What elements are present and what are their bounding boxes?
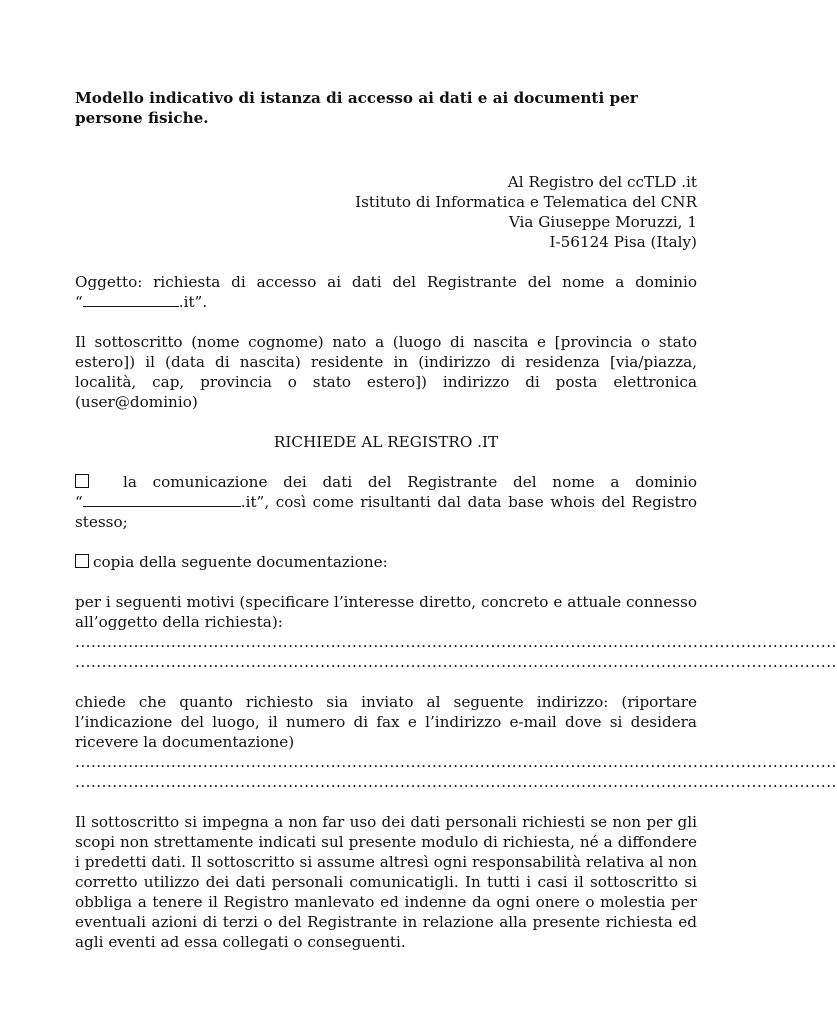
subject-paragraph xyxy=(75,272,697,312)
recipient-line: Al Registro del ccTLD .it xyxy=(507,173,697,191)
recipient-line: Istituto di Informatica e Telematica del CNR xyxy=(355,193,697,211)
document-page xyxy=(75,88,837,952)
recipient-line: Via Giuseppe Moruzzi, 1 xyxy=(508,213,697,231)
motives-dotted-line[interactable]: ............................................................................................................................................... xyxy=(75,653,837,671)
request-heading: RICHIEDE AL REGISTRO .IT xyxy=(273,433,499,451)
applicant-paragraph: Il sottoscritto (nome cognome) nato a (luogo di nascita e [provincia o stato estero]) il (data di nascita) residente in (indirizzo di residenza [via/piazza, località, cap, provincia o stato estero]) indirizzo di posta elettronica (user@dominio) xyxy=(75,333,697,411)
motives-section xyxy=(75,592,837,672)
checkbox-whois[interactable] xyxy=(75,474,89,488)
checkbox-documentation[interactable] xyxy=(75,554,89,568)
motives-dotted-line[interactable]: ............................................................................................................................................... xyxy=(75,633,837,651)
option-whois-data xyxy=(75,472,697,532)
recipient-line: I-56124 Pisa (Italy) xyxy=(549,233,697,251)
subject-line: Oggetto: richiesta di accesso ai dati del Registrante del nome a dominio xyxy=(75,273,697,291)
subject-quote-close: .it”. xyxy=(178,293,208,311)
domain-blank-field[interactable] xyxy=(83,293,179,307)
option-quote-open: “ xyxy=(75,493,83,511)
option-whois-label: la comunicazione dei dati del Registrante del nome a dominio xyxy=(123,473,697,491)
document-title: Modello indicativo di istanza di accesso ai dati e ai documenti per persone fisiche. xyxy=(75,89,638,127)
option-whois-rest: .it”, così come risultanti dal data base whois del Registro stesso; xyxy=(75,493,697,531)
subject-quote-open: “ xyxy=(75,293,83,311)
address-section xyxy=(75,692,837,792)
whois-domain-blank-field[interactable] xyxy=(83,493,241,507)
motives-text: per i seguenti motivi (specificare l’interesse diretto, concreto e attuale connesso all’oggetto della richiesta): xyxy=(75,593,697,631)
option-documentation-label: copia della seguente documentazione: xyxy=(93,553,388,571)
address-dotted-line[interactable]: ............................................................................................................................................... xyxy=(75,753,837,771)
option-whois-domain-line xyxy=(75,492,697,532)
option-documentation xyxy=(75,552,697,572)
subject-domain-line xyxy=(75,292,697,312)
closing-paragraph: Il sottoscritto si impegna a non far uso dei dati personali richiesti se non per gli scopi non strettamente indicati sul presente modulo di richiesta, né a diffondere i predetti dati. Il sottoscritto si assume altresì ogni responsabilità relativa al non corretto utilizzo dei dati personali comunicatigli. In tutti i casi il sottoscritto si obbliga a tenere il Registro manlevato ed indenne da ogni onere o molestia per eventuali azioni di terzi o del Registrante in relazione alla presente richiesta ed agli eventi ad essa collegati o conseguenti. xyxy=(75,813,697,951)
address-dotted-line[interactable]: ............................................................................................................................................... xyxy=(75,773,837,791)
recipient-address xyxy=(75,172,697,252)
address-text: chiede che quanto richiesto sia inviato al seguente indirizzo: (riportare l’indicazione del luogo, il numero di fax e l’indirizzo e-mail dove si desidera ricevere la documentazione) xyxy=(75,693,697,751)
option-whois-line xyxy=(75,472,697,492)
